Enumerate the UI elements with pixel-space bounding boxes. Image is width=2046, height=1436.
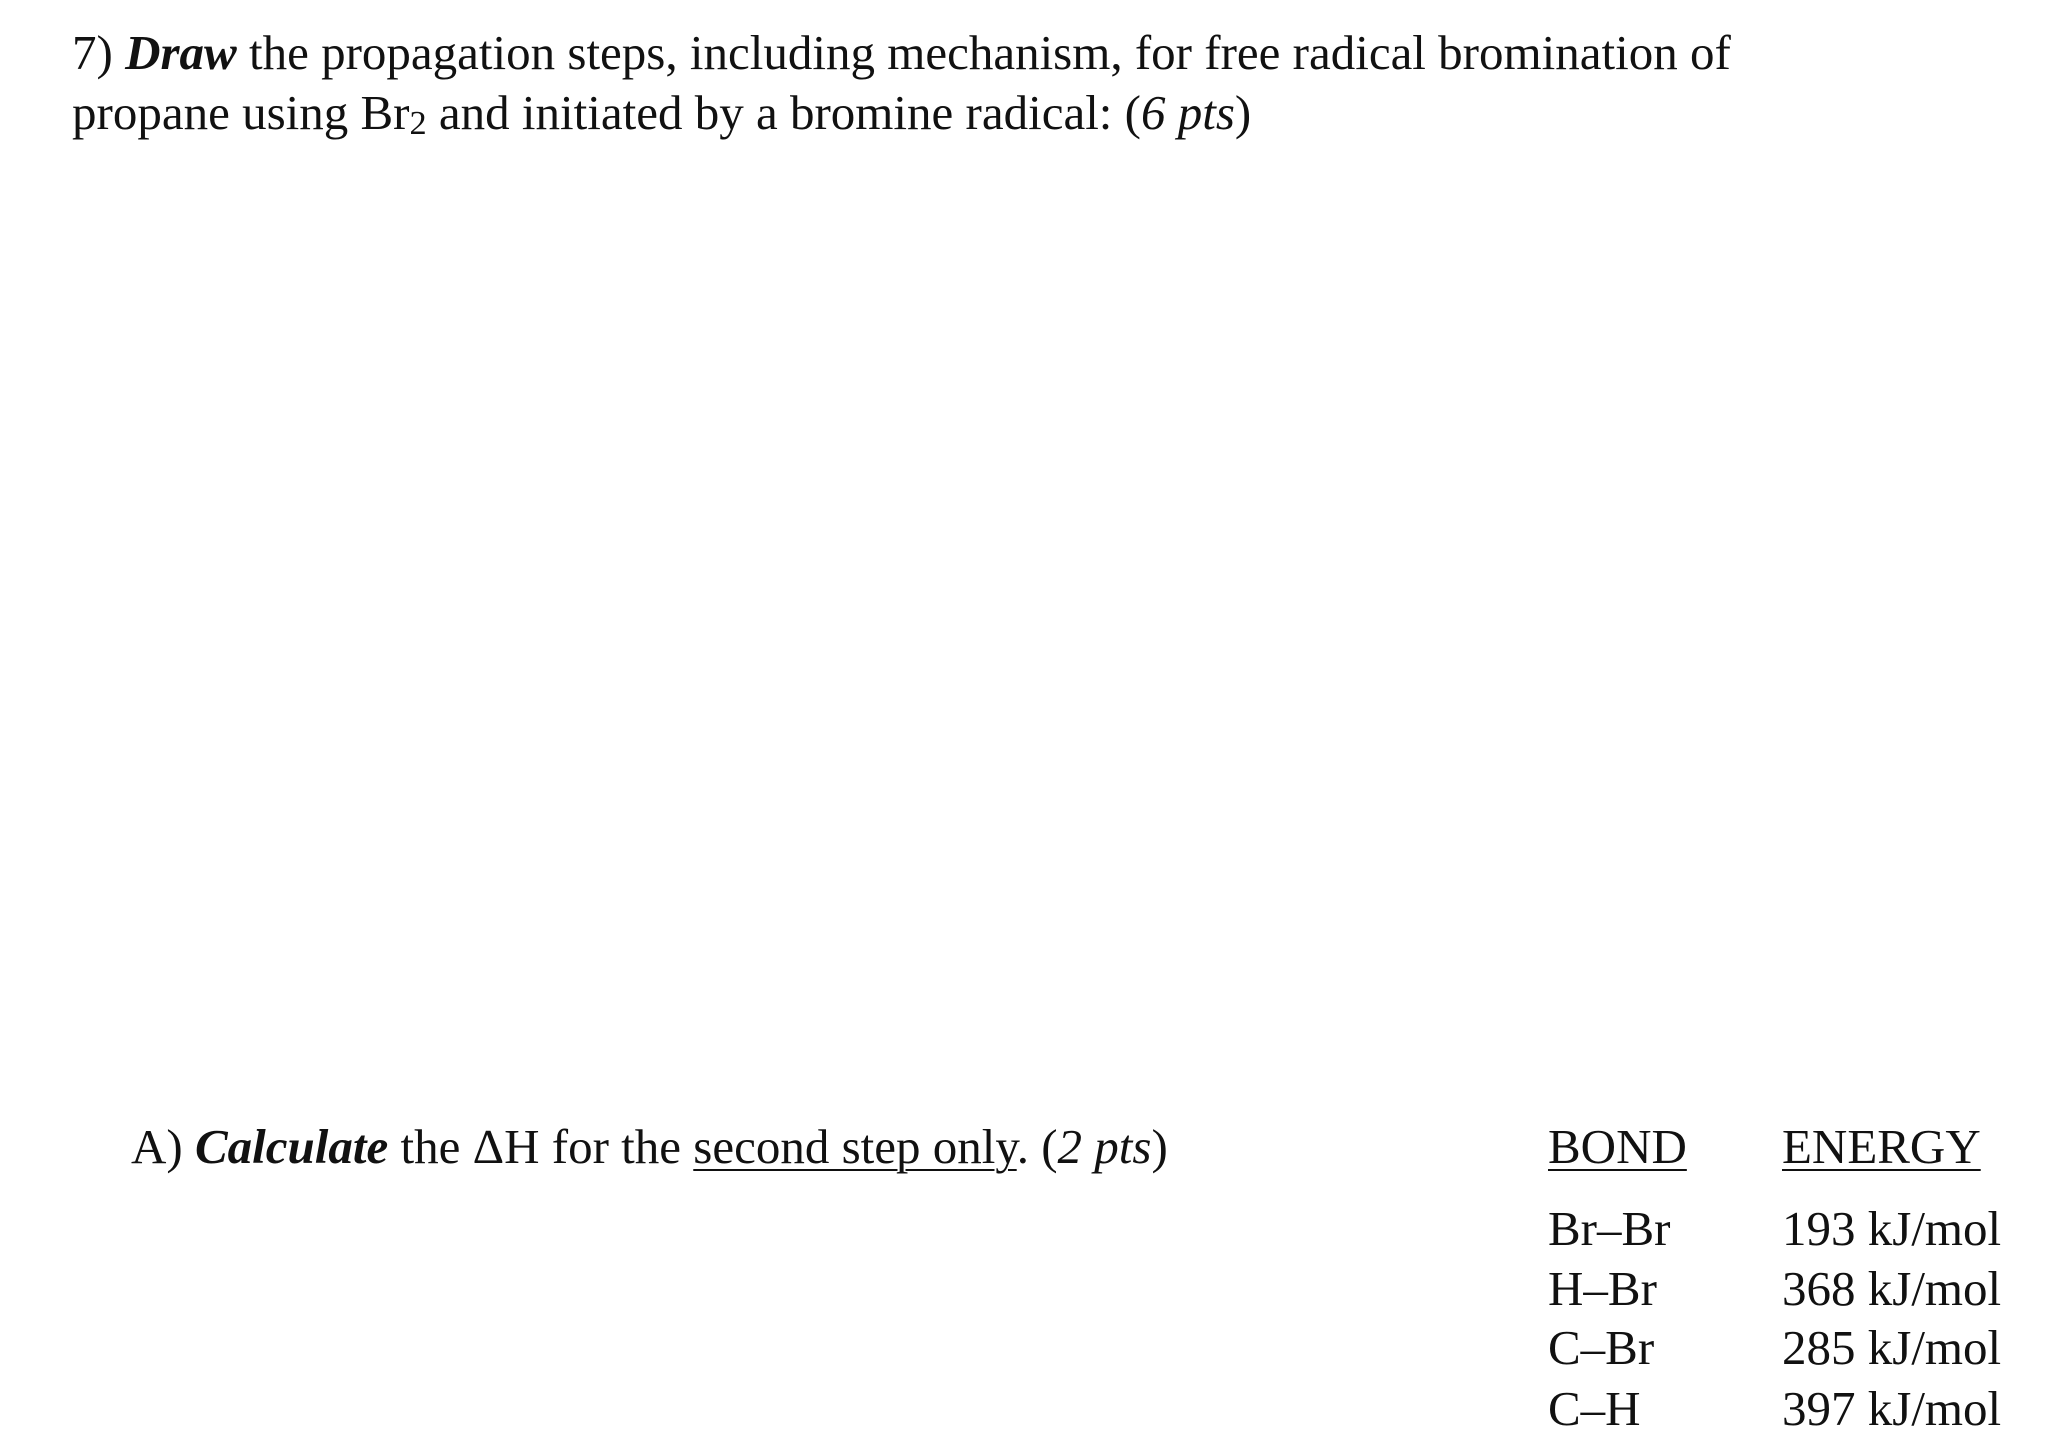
question-line-1 [72,25,1731,80]
question-text-2: propane using Br [72,85,410,140]
energy-cell: 193 kJ/mol [1782,1201,2002,1256]
part-a-points: 2 pts [1057,1119,1152,1174]
part-a-text-post: . ( [1016,1119,1058,1174]
paren: ) [1151,1119,1168,1174]
bond-cell: C–Br [1548,1320,1655,1375]
energy-cell: 368 kJ/mol [1782,1261,2002,1316]
energy-cell: 397 kJ/mol [1782,1381,2002,1436]
bond-cell: Br–Br [1548,1201,1671,1256]
question-line-2 [72,85,1252,143]
question-text: the propagation steps, including mechanism, for free radical bromination of [248,25,1731,80]
energy-cell: 285 kJ/mol [1782,1320,2002,1375]
part-a [131,1119,1168,1174]
subscript: 2 [409,104,427,143]
question-verb: Draw [125,25,237,80]
header-energy: ENERGY [1782,1119,1981,1174]
part-a-label: A) [131,1119,183,1174]
bond-cell: C–H [1548,1381,1641,1436]
question-text-3: and initiated by a bromine radical: ( [438,85,1141,140]
part-a-text: the ΔH for the [400,1119,682,1174]
bond-cell: H–Br [1548,1261,1657,1316]
question-points: 6 pts [1140,85,1235,140]
header-bond: BOND [1548,1119,1687,1174]
paren: ) [1234,85,1252,140]
part-a-verb: Calculate [194,1119,389,1174]
part-a-underlined: second step only [693,1119,1017,1174]
question-number: 7) [72,25,113,80]
